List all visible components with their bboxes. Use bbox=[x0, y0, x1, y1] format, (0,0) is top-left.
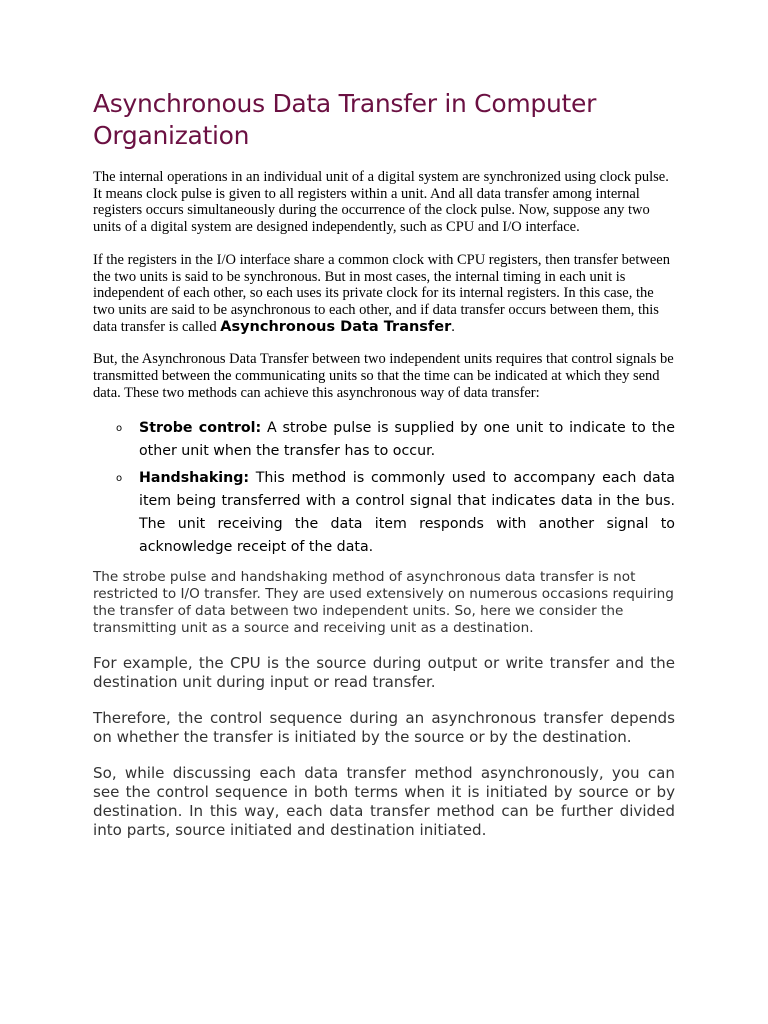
bullet-term: Strobe control: bbox=[139, 420, 262, 437]
bullet-circle-icon: o bbox=[116, 423, 123, 435]
paragraph-synchronous-tail: . bbox=[451, 318, 455, 335]
bullet-circle-icon: o bbox=[116, 473, 123, 485]
bullet-description: A strobe pulse is supplied by one unit to indicate to the other unit when the transfer has to occur. bbox=[139, 420, 675, 460]
paragraph-methods-intro bbox=[93, 351, 675, 401]
list-item-handshaking bbox=[93, 467, 675, 559]
paragraph-conclusion: So, while discussing each data transfer method asynchronously, you can see the control sequence in both terms when it is initiated by source or by destination. In this way, each data transfer method can be further divided into parts, source initiated and destination initiated. bbox=[93, 764, 675, 840]
bullet-description: This method is commonly used to accompany each data item being transferred with a control signal that indicates data in the bus. The unit receiving the data item responds with another signal to acknowledge receipt of the data. bbox=[139, 470, 675, 556]
paragraph-strobe-handshaking: The strobe pulse and handshaking method of asynchronous data transfer is not restricted to I/O transfer. They are used extensively on numerous occasions requiring the transfer of data between two independent units. So, here we consider the transmitting unit as a source and receiving unit as a destination. bbox=[93, 569, 674, 636]
paragraph-synchronous bbox=[93, 252, 675, 336]
paragraph-methods-intro-text: But, the Asynchronous Data Transfer between two independent units requires that control signals be transmitted between the communicating units so that the time can be indicated at which they send data. These two methods can achieve this asynchronous way of data transfer: bbox=[93, 351, 674, 401]
page-title: Asynchronous Data Transfer in Computer Organization bbox=[93, 89, 597, 150]
paragraph-intro-text: The internal operations in an individual unit of a digital system are synchronized using clock pulse. It means clock pulse is given to all registers within a unit. And all data transfer among internal registers occurs simultaneously during the occurrence of the clock pulse. Now, suppose any two units of a digital system are designed independently, such as CPU and I/O interface. bbox=[93, 169, 669, 236]
list-item-strobe-control bbox=[93, 417, 675, 463]
asynchronous-data-transfer-term: Asynchronous Data Transfer bbox=[220, 318, 452, 335]
paragraph-control-sequence: Therefore, the control sequence during an asynchronous transfer depends on whether the transfer is initiated by the source or by the destination. bbox=[93, 709, 675, 747]
paragraph-synchronous-text: If the registers in the I/O interface share a common clock with CPU registers, then transfer between the two units is said to be synchronous. But in most cases, the internal timing in each unit is independent of each other, so each uses its private clock for its internal registers. In this case, the two units are said to be asynchronous to each other, and if data transfer occurs between them, this data transfer is called bbox=[93, 251, 670, 335]
document-page bbox=[93, 88, 675, 857]
bullet-term: Handshaking: bbox=[139, 470, 250, 487]
methods-list bbox=[93, 417, 675, 559]
paragraph-intro bbox=[93, 169, 675, 236]
paragraph-example: For example, the CPU is the source during output or write transfer and the destination unit during input or read transfer. bbox=[93, 654, 675, 692]
